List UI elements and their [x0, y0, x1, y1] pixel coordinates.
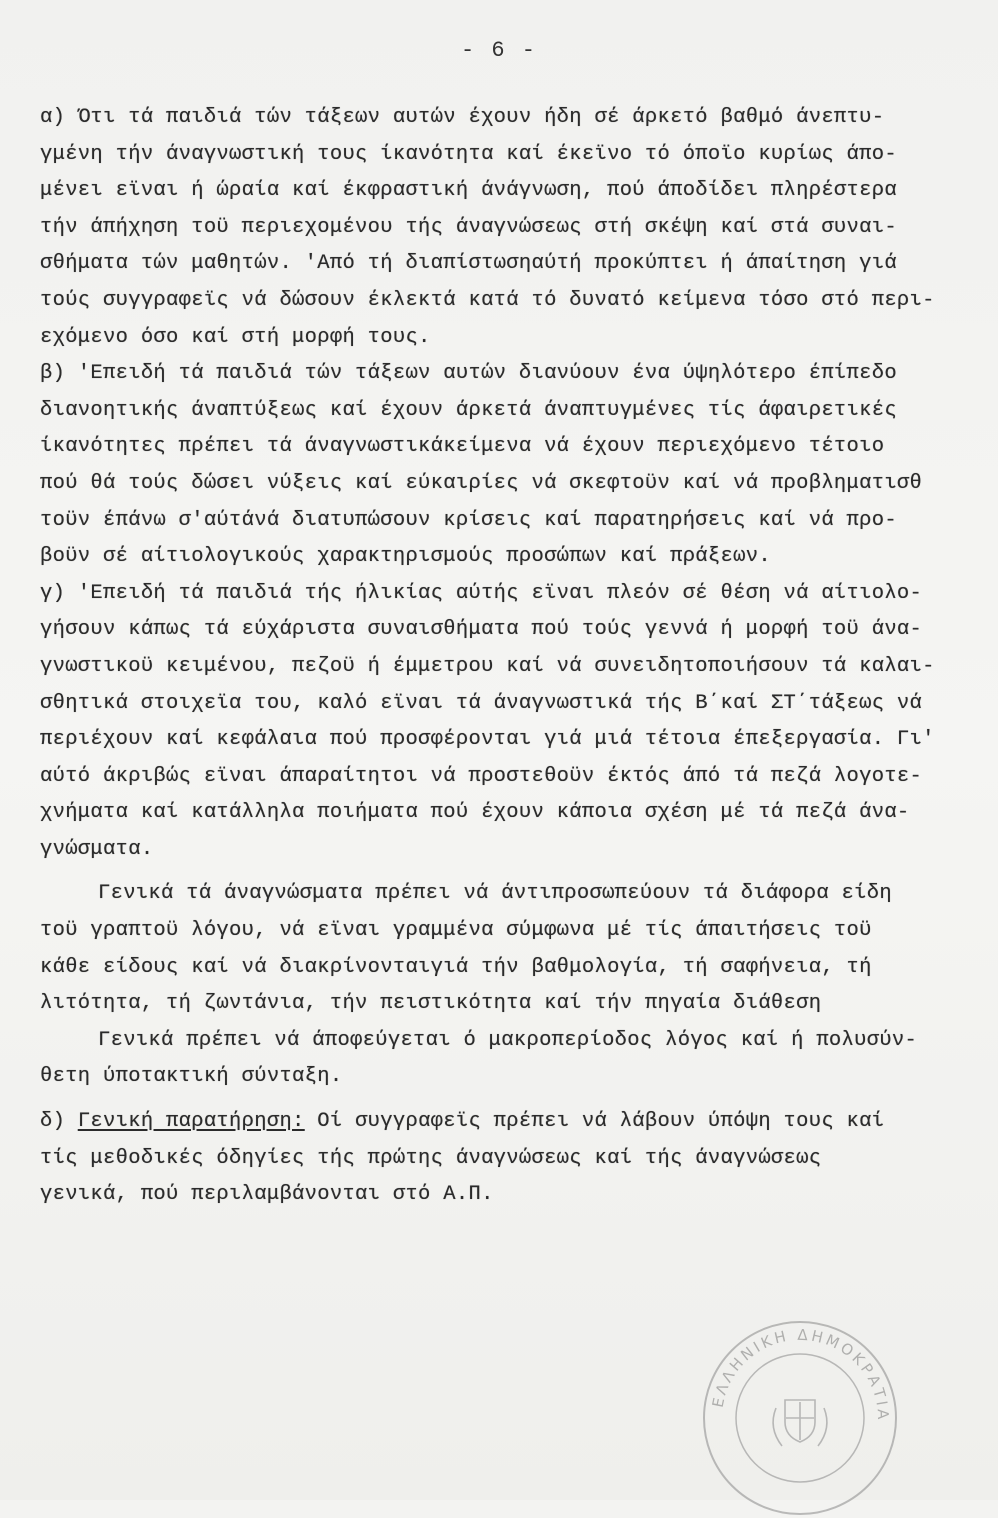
paragraph-a-line: τούς συγγραφεϊς νά δώσουν έκλεκτά κατά τό δυνατό κείμενα τόσο στό περι-	[40, 288, 935, 312]
general-paragraph-2-line: θετη ύποτακτική σύνταξη.	[40, 1065, 343, 1089]
page-number: - 6 -	[460, 38, 537, 63]
coat-of-arms-icon	[773, 1400, 827, 1446]
paragraph-d-first-line-rest: Οί συγγραφεϊς πρέπει νά λάβουν ύπόψη τους καί	[304, 1110, 885, 1134]
paragraph-c-line: χνήματα καί κατάλληλα ποιήματα πού έχουν κάποια σχέση μέ τά πεζά άνα-	[40, 801, 910, 825]
paragraph-a-line: σθήματα τών μαθητών. 'Από τή διαπίστωσηαύτή προκύπτει ή άπαίτηση γιά	[40, 252, 897, 276]
paragraph-a-line: α) Ότι τά παιδιά τών τάξεων αυτών έχουν ήδη σέ άρκετό βαθμό άνεπτυ-	[40, 106, 885, 129]
paragraph-c-line: γνωστικοϋ κειμένου, πεζοϋ ή έμμετρου καί νά συνειδητοποιήσουν τά καλαι-	[40, 654, 935, 678]
paragraph-c-line: σθητικά στοιχεϊα του, καλό εϊναι τά άναγνωστικά τής Β΄καί ΣΤ΄τάξεως νά	[40, 691, 923, 715]
paragraph-d-line: γενικά, πού περιλαμβάνονται στό Α.Π.	[40, 1183, 494, 1207]
paragraph-b-line: βοϋν σέ αίτιολογικούς χαρακτηρισμούς προσώπων καί πράξεων.	[40, 545, 771, 569]
general-paragraph-1-line: κάθε είδους καί νά διακρίνονταιγιά τήν βαθμολογία, τή σαφήνεια, τή	[40, 955, 872, 979]
general-remark-heading: Γενική παρατήρηση:	[77, 1110, 305, 1134]
paragraph-b-line: ίκανότητες πρέπει τά άναγνωστικάκείμενα νά έχουν περιεχόμενο τέτοιο	[40, 435, 885, 459]
paragraph-c-line: περιέχουν καί κεφάλαια πού προσφέρονται γιά μιά τέτοια έπεξεργασία. Γι'	[40, 728, 935, 752]
paragraph-c-line: γήσουν κάπως τά εύχάριστα συναισθήματα πού τούς γεννά ή μορφή τοϋ άνα-	[40, 618, 923, 642]
paragraph-b-line: β) 'Επειδή τά παιδιά τών τάξεων αυτών διανύουν ένα ύψηλότερο έπίπεδο	[40, 362, 897, 386]
paragraph-c-line: αύτό άκριβώς εϊναι άπαραίτητοι νά προστεθοϋν έκτός άπό τά πεζά λογοτε-	[40, 764, 923, 788]
paragraph-d-line: τίς μεθοδικές όδηγίες τής πρώτης άναγνώσεως καί τής άναγνώσεως	[40, 1146, 822, 1170]
general-paragraph-2-line: Γενικά πρέπει νά άποφεύγεται ό μακροπερίοδος λόγος καί ή πολυσύν-	[98, 1028, 918, 1052]
general-paragraph-1-line: λιτότητα, τή ζωντάνια, τήν πειστικότητα καί τήν πηγαία διάθεση	[40, 992, 822, 1016]
paragraph-b-line: πού θά τούς δώσει νύξεις καί εύκαιρίες νά σκεφτοϋν καί νά προβληματισθ	[40, 471, 923, 495]
document-body	[40, 100, 960, 1214]
paragraph-a-line: μένει εϊναι ή ώραία καί έκφραστική άνάγνωση, πού άποδίδει πληρέστερα	[40, 179, 897, 203]
paragraph-b-line: διανοητικής άναπτύξεως καί έχουν άρκετά άναπτυγμένες τίς άφαιρετικές	[40, 398, 897, 422]
paragraph-d-first-line	[40, 1104, 960, 1141]
general-paragraph-1-line: τοϋ γραπτοϋ λόγου, νά εϊναι γραμμένα σύμφωνα μέ τίς άπαιτήσεις τοϋ	[40, 919, 872, 943]
paragraph-b-line: τοϋν έπάνω σ'αύτάνά διατυπώσουν κρίσεις καί παρατηρήσεις καί νά προ-	[40, 508, 897, 532]
general-paragraph-1-line: Γενικά τά άναγνώσματα πρέπει νά άντιπροσωπεύουν τά διάφορα είδη	[98, 882, 892, 906]
paragraph-d-prefix: δ)	[40, 1110, 78, 1134]
paragraph-c-line: γνώσματα.	[40, 837, 154, 861]
paragraph-a-line: τήν άπήχηση τοϋ περιεχομένου τής άναγνώσεως στή σκέψη καί στά συναι-	[40, 215, 897, 239]
stamp-text: ΕΛΛΗΝΙΚΗ ΔΗΜΟΚΡΑΤΙΑ	[708, 1325, 893, 1423]
paragraph-c-line: γ) 'Επειδή τά παιδιά τής ήλικίας αύτής εϊναι πλεόν σέ θέση νά αίτιολο-	[40, 581, 923, 605]
paragraph-a-line: γμένη τήν άναγνωστική τους ίκανότητα καί έκεϊνο τό όποϊο κυρίως άπο-	[40, 142, 897, 166]
paragraph-a-line: εχόμενο όσο καί στή μορφή τους.	[40, 325, 431, 349]
official-stamp	[700, 1318, 900, 1518]
